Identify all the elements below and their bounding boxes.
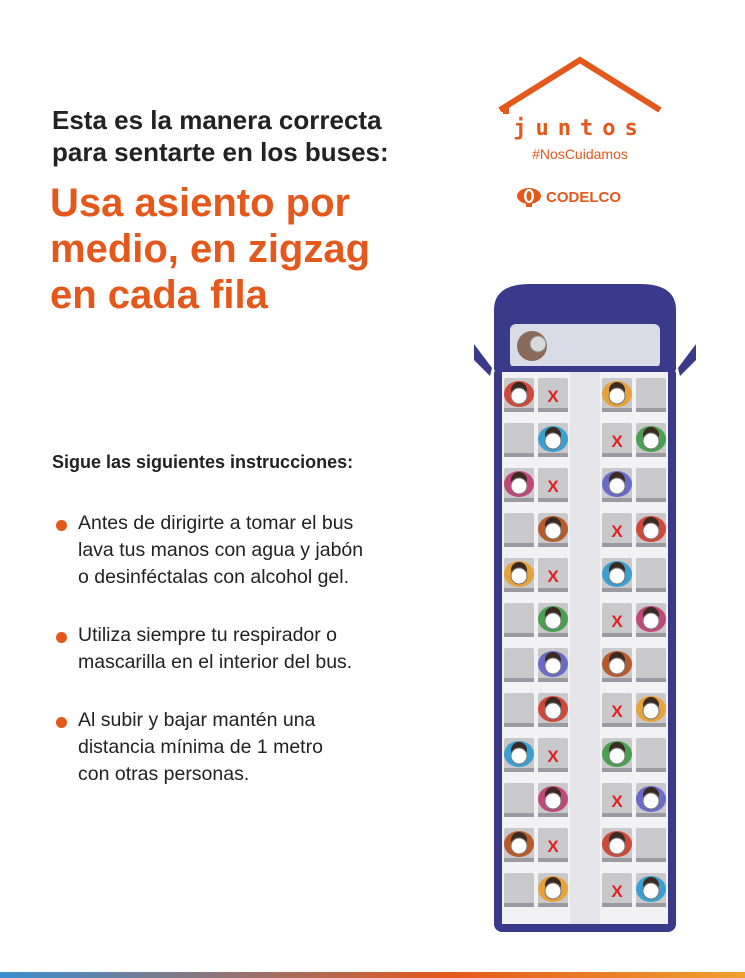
seat [504, 423, 534, 457]
seat-back [602, 408, 632, 412]
seat-back [538, 453, 568, 457]
passenger-mask [643, 613, 659, 629]
seat [504, 603, 534, 637]
passenger-mask [545, 523, 561, 539]
seat [636, 558, 666, 592]
driver [517, 331, 547, 361]
seat [636, 378, 666, 412]
seat [504, 513, 534, 547]
passenger-mask [511, 568, 527, 584]
seat-back [602, 588, 632, 592]
codelco-name: CODELCO [546, 188, 621, 206]
seat-back [602, 633, 632, 637]
bottom-color-strip [0, 972, 745, 978]
codelco-logo [516, 186, 621, 208]
left-mirror [474, 344, 492, 376]
seat-back [504, 633, 534, 637]
passenger-mask [545, 793, 561, 809]
hashtag-label: #NosCuidamos [532, 146, 628, 162]
codelco-emblem-icon [516, 187, 542, 207]
house-roof-icon [494, 54, 666, 114]
headline [52, 104, 472, 168]
seat-back [602, 903, 632, 907]
passenger-mask [511, 838, 527, 854]
passenger-mask [545, 658, 561, 674]
seat-back [504, 408, 534, 412]
seat [504, 648, 534, 682]
seat-back [504, 768, 534, 772]
blocked-seat-mark: X [547, 567, 559, 586]
passenger-mask [511, 478, 527, 494]
highlight-line-2: medio, en zigzag [50, 227, 371, 271]
blocked-seat-mark: X [611, 522, 623, 541]
seat-back [538, 813, 568, 817]
passenger-mask [545, 613, 561, 629]
passenger-mask [609, 388, 625, 404]
seat-back [538, 678, 568, 682]
seat-back [504, 723, 534, 727]
seat-back [636, 408, 666, 412]
seat [504, 783, 534, 817]
seat-back [504, 903, 534, 907]
seat [504, 693, 534, 727]
instruction-item [52, 707, 472, 788]
seat [636, 648, 666, 682]
seat-back [602, 543, 632, 547]
passenger-mask [643, 703, 659, 719]
aisle [570, 372, 600, 924]
passenger-mask [511, 748, 527, 764]
seat-back [538, 633, 568, 637]
instruction-text-line: con otras personas. [78, 763, 250, 785]
seat-back [538, 543, 568, 547]
juntos-brand: juntos [513, 116, 647, 141]
seat-back [636, 633, 666, 637]
highlight-message [50, 180, 470, 318]
seat-back [602, 453, 632, 457]
seat-back [636, 678, 666, 682]
blocked-seat-mark: X [547, 477, 559, 496]
blocked-seat-mark: X [611, 792, 623, 811]
seat-back [636, 768, 666, 772]
seat-back [538, 588, 568, 592]
blocked-seat-mark: X [611, 702, 623, 721]
passenger-mask [609, 748, 625, 764]
blocked-seat-mark: X [547, 837, 559, 856]
seat-back [538, 723, 568, 727]
instructions-title: Sigue las siguientes instrucciones: [52, 452, 354, 472]
seat-back [636, 588, 666, 592]
instruction-text-line: Utiliza siempre tu respirador o [78, 624, 338, 646]
passenger-mask [609, 478, 625, 494]
bullet-dot-icon [56, 717, 67, 728]
seat-back [602, 813, 632, 817]
instruction-text-line: mascarilla en el interior del bus. [78, 651, 353, 673]
right-mirror [678, 344, 696, 376]
instruction-text-line: o desinféctalas con alcohol gel. [78, 566, 350, 588]
seat-back [538, 858, 568, 862]
seat-back [636, 543, 666, 547]
seat-back [636, 813, 666, 817]
seat [504, 873, 534, 907]
blocked-seat-mark: X [547, 747, 559, 766]
passenger-mask [609, 568, 625, 584]
bullet-dot-icon [56, 632, 67, 643]
passenger-mask [643, 793, 659, 809]
seat-back [636, 858, 666, 862]
seat-back [504, 453, 534, 457]
seat-back [538, 408, 568, 412]
seat-back [538, 768, 568, 772]
passenger-mask [643, 433, 659, 449]
seat-back [636, 498, 666, 502]
seat-back [504, 858, 534, 862]
passenger-mask [545, 433, 561, 449]
seat-back [636, 453, 666, 457]
highlight-line-3: en cada fila [50, 273, 268, 317]
passenger-mask [545, 883, 561, 899]
blocked-seat-mark: X [611, 882, 623, 901]
seat-back [602, 678, 632, 682]
passenger-mask [643, 523, 659, 539]
headline-line-1: Esta es la manera correcta [52, 105, 382, 135]
instruction-text-line: Al subir y bajar mantén una [78, 709, 316, 731]
bus-seating-diagram [470, 280, 700, 940]
instruction-text-line: Antes de dirigirte a tomar el bus [78, 512, 354, 534]
headline-line-2: para sentarte en los buses: [52, 137, 389, 167]
seat [636, 828, 666, 862]
seat-back [636, 903, 666, 907]
seat-back [504, 543, 534, 547]
instructions-list [52, 510, 472, 819]
instruction-text-line: lava tus manos con agua y jabón [78, 539, 364, 561]
passenger-mask [609, 838, 625, 854]
seat-back [602, 498, 632, 502]
seat-back [602, 858, 632, 862]
seat-back [504, 813, 534, 817]
seat-back [538, 498, 568, 502]
instruction-item [52, 510, 472, 591]
blocked-seat-mark: X [547, 387, 559, 406]
instruction-text-line: distancia mínima de 1 metro [78, 736, 323, 758]
driver-head [530, 336, 546, 352]
instruction-item [52, 622, 472, 676]
blocked-seat-mark: X [611, 432, 623, 451]
seat-back [538, 903, 568, 907]
passenger-mask [511, 388, 527, 404]
bullet-dot-icon [56, 520, 67, 531]
seat [636, 468, 666, 502]
passenger-mask [545, 703, 561, 719]
highlight-line-1: Usa asiento por [50, 181, 351, 225]
passenger-mask [643, 883, 659, 899]
seat [636, 738, 666, 772]
blocked-seat-mark: X [611, 612, 623, 631]
seat-back [504, 678, 534, 682]
seat-back [602, 768, 632, 772]
seat-back [504, 498, 534, 502]
seat-back [504, 588, 534, 592]
seat-back [636, 723, 666, 727]
juntos-logo [494, 54, 666, 214]
passenger-mask [609, 658, 625, 674]
seat-back [602, 723, 632, 727]
